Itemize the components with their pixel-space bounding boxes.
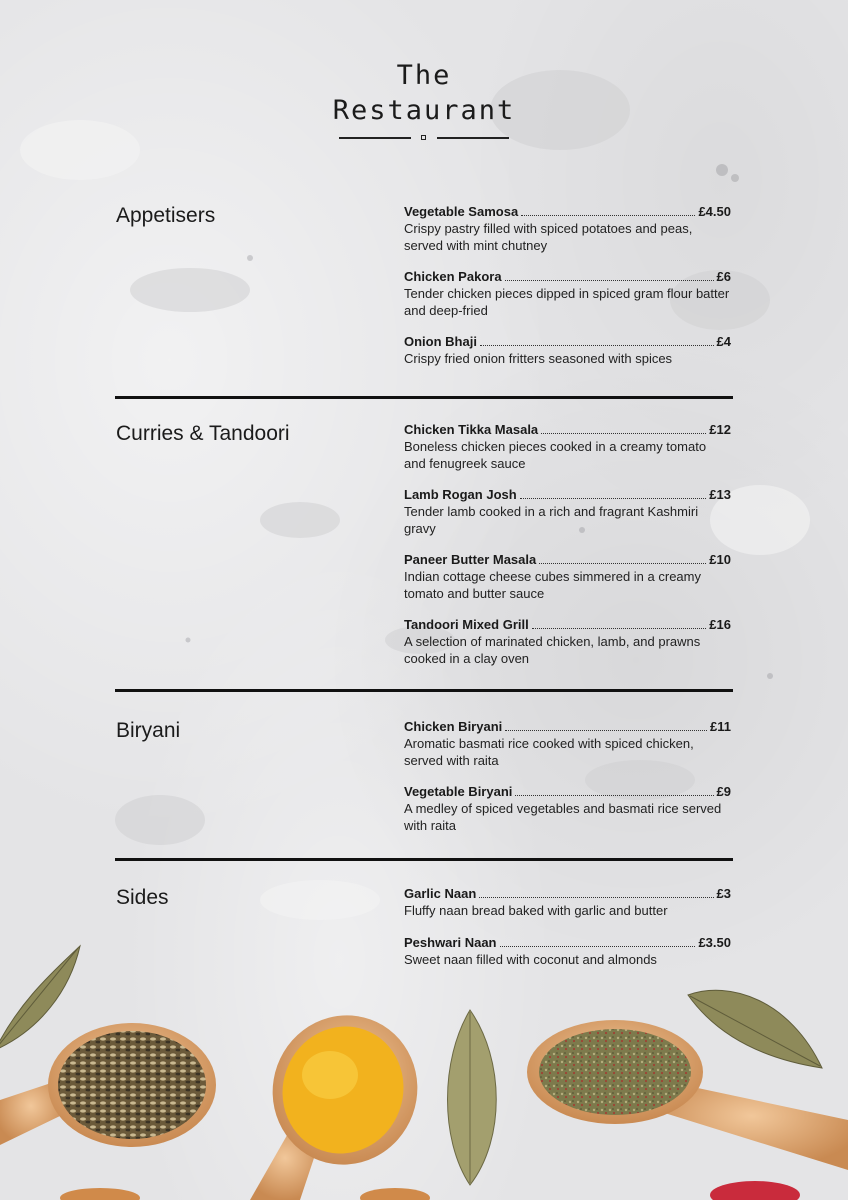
item-price: £12 — [709, 422, 731, 437]
dot-leader — [505, 270, 714, 281]
section-title: Sides — [116, 886, 169, 909]
title-ornament — [339, 135, 509, 141]
item-description: Indian cottage cheese cubes simmered in a creamy tomato and butter sauce — [404, 569, 701, 601]
menu-item — [404, 204, 731, 254]
section-divider — [115, 396, 733, 399]
item-name: Onion Bhaji — [404, 334, 477, 349]
dot-leader — [505, 720, 707, 731]
menu-item — [404, 487, 731, 537]
menu-item — [404, 334, 731, 368]
item-name: Tandoori Mixed Grill — [404, 617, 529, 632]
dot-leader — [539, 553, 706, 564]
item-description: Tender lamb cooked in a rich and fragrant Kashmiri gravy — [404, 504, 699, 536]
title-line-2: Restaurant — [332, 95, 516, 126]
item-price: £4.50 — [698, 204, 731, 219]
menu-item — [404, 886, 731, 920]
item-price: £3.50 — [698, 934, 731, 950]
item-name: Garlic Naan — [404, 886, 477, 901]
item-name: Lamb Rogan Josh — [404, 487, 517, 502]
dot-leader — [521, 205, 695, 216]
menu-item — [404, 617, 731, 667]
item-description: Tender chicken pieces dipped in spiced gram flour batter and deep-fried — [404, 286, 730, 318]
dot-leader — [515, 785, 713, 796]
item-description: A medley of spiced vegetables and basmati rice served with raita — [404, 801, 722, 833]
dot-leader — [480, 335, 714, 346]
restaurant-title — [0, 58, 848, 128]
item-price: £9 — [716, 784, 731, 799]
dot-leader — [541, 423, 706, 434]
dot-leader — [479, 887, 713, 898]
item-price: £3 — [716, 886, 731, 901]
bay-leaf-icon — [448, 1010, 497, 1185]
section-title: Curries & Tandoori — [116, 422, 290, 445]
turmeric-spoon-icon — [250, 995, 438, 1200]
item-name: Chicken Pakora — [404, 269, 502, 284]
menu-item — [404, 719, 731, 769]
title-line-1: The — [396, 60, 452, 91]
section-title: Biryani — [116, 719, 181, 742]
item-name: Chicken Tikka Masala — [404, 422, 539, 437]
menu-item — [404, 784, 731, 834]
item-description: Aromatic basmati rice cooked with spiced chicken, served with raita — [404, 736, 694, 768]
dot-leader — [532, 618, 707, 629]
item-name: Peshwari Naan — [404, 934, 497, 950]
item-name: Paneer Butter Masala — [404, 552, 537, 567]
item-description: Fluffy naan bread baked with garlic and butter — [404, 903, 668, 918]
item-name: Chicken Biryani — [404, 719, 503, 734]
menu-item — [404, 269, 731, 319]
item-price: £16 — [709, 617, 731, 632]
item-name: Vegetable Samosa — [404, 204, 519, 219]
item-description: Crispy fried onion fritters seasoned with spices — [404, 351, 673, 366]
item-price: £10 — [709, 552, 731, 567]
dot-leader — [520, 488, 707, 499]
item-name: Vegetable Biryani — [404, 784, 513, 799]
spice-spoons-illustration — [0, 940, 848, 1200]
seed-spoon-icon — [0, 1023, 216, 1147]
item-price: £4 — [716, 334, 731, 349]
item-description: Crispy pastry filled with spiced potatoes and peas, served with mint chutney — [404, 221, 693, 253]
section-divider — [115, 858, 733, 861]
bay-leaf-icon — [688, 990, 822, 1068]
item-description: A selection of marinated chicken, lamb, and prawns cooked in a clay oven — [404, 634, 701, 666]
item-description: Sweet naan filled with coconut and almonds — [404, 951, 657, 967]
menu-item — [404, 552, 731, 602]
section-divider — [115, 689, 733, 692]
menu-item — [404, 422, 731, 472]
item-price: £11 — [710, 719, 731, 734]
item-price: £13 — [709, 487, 731, 502]
item-price: £6 — [716, 269, 731, 284]
section-title: Appetisers — [116, 204, 216, 227]
bay-leaf-icon — [0, 946, 80, 1050]
item-description: Boneless chicken pieces cooked in a creamy tomato and fenugreek sauce — [404, 439, 707, 471]
